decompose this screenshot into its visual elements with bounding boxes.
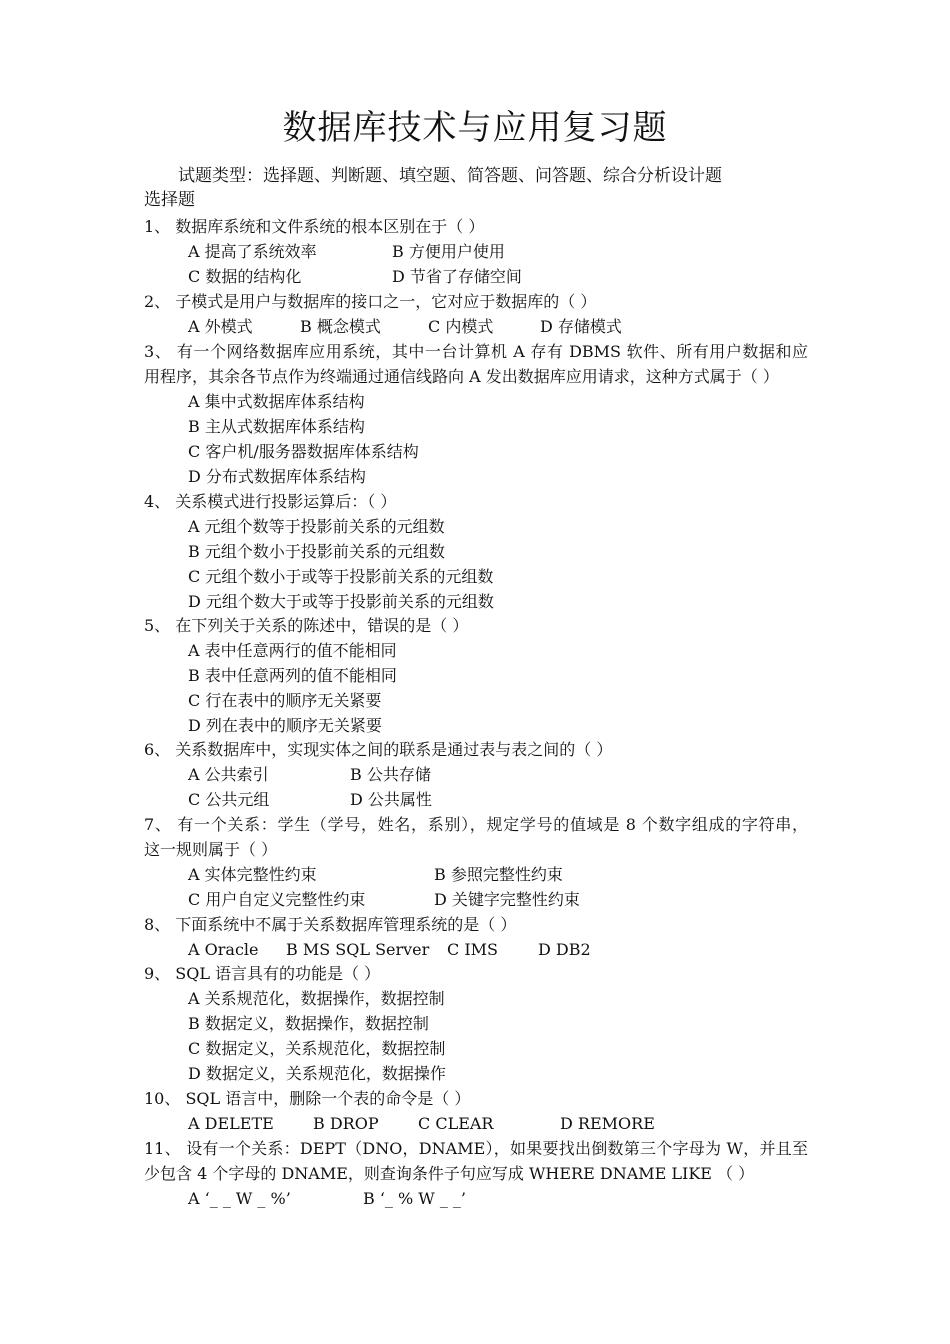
question-7-option-c: C 用户自定义完整性约束 [188, 890, 366, 909]
question-2-option-c: C 内模式 [428, 317, 494, 336]
question-7-option-b: B 参照完整性约束 [434, 865, 563, 884]
question-3-option-a: A 集中式数据库体系结构 [188, 392, 365, 411]
question-1-option-a: A 提高了系统效率 [188, 242, 317, 261]
question-2-option-b: B 概念模式 [300, 317, 381, 336]
question-9-option-b: B 数据定义，数据操作，数据控制 [188, 1014, 429, 1033]
question-3-option-d: D 分布式数据库体系结构 [188, 467, 366, 486]
question-11-option-a: A ‘_ _ W _ %’ [188, 1189, 291, 1208]
question-9-option-a: A 关系规范化，数据操作，数据控制 [188, 989, 445, 1008]
question-4-option-d: D 元组个数大于或等于投影前关系的元组数 [188, 592, 494, 611]
question-3-stem-line-1: 3、 有一个网络数据库应用系统，其中一台计算机 A 存有 DBMS 软件、所有用户数据和应 [144, 342, 808, 361]
question-4-option-b: B 元组个数小于投影前关系的元组数 [188, 542, 445, 561]
question-9-stem: 9、 SQL 语言具有的功能是（ ） [144, 964, 381, 983]
question-6-option-a: A 公共索引 [188, 765, 269, 784]
question-6-option-b: B 公共存储 [350, 765, 431, 784]
question-5-option-d: D 列在表中的顺序无关紧要 [188, 716, 382, 735]
question-7-option-a: A 实体完整性约束 [188, 865, 317, 884]
question-7-option-d: D 关键字完整性约束 [434, 890, 580, 909]
question-1-option-c: C 数据的结构化 [188, 267, 302, 286]
question-10-option-a: A DELETE [188, 1114, 274, 1133]
question-9-option-c: C 数据定义，关系规范化，数据控制 [188, 1039, 446, 1058]
question-5-stem: 5、 在下列关于关系的陈述中，错误的是（ ） [144, 616, 469, 635]
question-3-option-b: B 主从式数据库体系结构 [188, 417, 365, 436]
question-8-option-c: C IMS [447, 940, 498, 959]
question-8-option-a: A Oracle [188, 940, 259, 959]
question-2-stem: 2、 子模式是用户与数据库的接口之一，它对应于数据库的（ ） [144, 292, 597, 311]
question-4-stem: 4、 关系模式进行投影运算后：（ ） [144, 492, 397, 511]
question-2-option-a: A 外模式 [188, 317, 253, 336]
question-5-option-b: B 表中任意两列的值不能相同 [188, 666, 397, 685]
question-3-option-c: C 客户机/服务器数据库体系结构 [188, 442, 419, 461]
question-10-option-c: C CLEAR [418, 1114, 494, 1133]
question-9-option-d: D 数据定义，关系规范化，数据操作 [188, 1064, 446, 1083]
question-4-option-c: C 元组个数小于或等于投影前关系的元组数 [188, 567, 494, 586]
question-6-option-c: C 公共元组 [188, 790, 270, 809]
question-types-intro: 试题类型：选择题、判断题、填空题、简答题、问答题、综合分析设计题 [178, 166, 722, 186]
question-10-option-b: B DROP [313, 1114, 379, 1133]
question-4-option-a: A 元组个数等于投影前关系的元组数 [188, 517, 445, 536]
question-1-option-b: B 方便用户使用 [392, 242, 505, 261]
question-7-stem-line-2: 这一规则属于（ ） [144, 840, 278, 859]
question-10-option-d: D REMORE [560, 1114, 655, 1133]
question-6-option-d: D 公共属性 [350, 790, 432, 809]
question-8-option-b: B MS SQL Server [286, 940, 430, 959]
question-1-stem: 1、 数据库系统和文件系统的根本区别在于（ ） [144, 217, 485, 236]
question-7-stem-line-1: 7、 有一个关系：学生（学号，姓名，系别），规定学号的值域是 8 个数字组成的字符串， [144, 815, 808, 834]
question-2-option-d: D 存储模式 [540, 317, 622, 336]
question-8-stem: 8、 下面系统中不属于关系数据库管理系统的是（ ） [144, 915, 517, 934]
question-10-stem: 10、 SQL 语言中，删除一个表的命令是（ ） [144, 1089, 471, 1108]
question-1-option-d: D 节省了存储空间 [392, 267, 522, 286]
question-5-option-a: A 表中任意两行的值不能相同 [188, 641, 397, 660]
question-5-option-c: C 行在表中的顺序无关紧要 [188, 691, 382, 710]
question-3-stem-line-2: 用程序，其余各节点作为终端通过通信线路向 A 发出数据库应用请求，这种方式属于（ ） [144, 367, 779, 386]
question-6-stem: 6、 关系数据库中，实现实体之间的联系是通过表与表之间的（ ） [144, 740, 613, 759]
question-8-option-d: D DB2 [538, 940, 591, 959]
section-heading: 选择题 [144, 190, 195, 210]
question-11-option-b: B ‘_ % W _ _’ [363, 1189, 467, 1208]
question-11-stem-line-2: 少包含 4 个字母的 DNAME，则查询条件子句应写成 WHERE DNAME LIKE （ ） [144, 1164, 755, 1183]
page-title: 数据库技术与应用复习题 [282, 108, 668, 148]
question-11-stem-line-1: 11、 设有一个关系：DEPT（DNO，DNAME），如果要找出倒数第三个字母为 W，并且至 [144, 1139, 808, 1158]
